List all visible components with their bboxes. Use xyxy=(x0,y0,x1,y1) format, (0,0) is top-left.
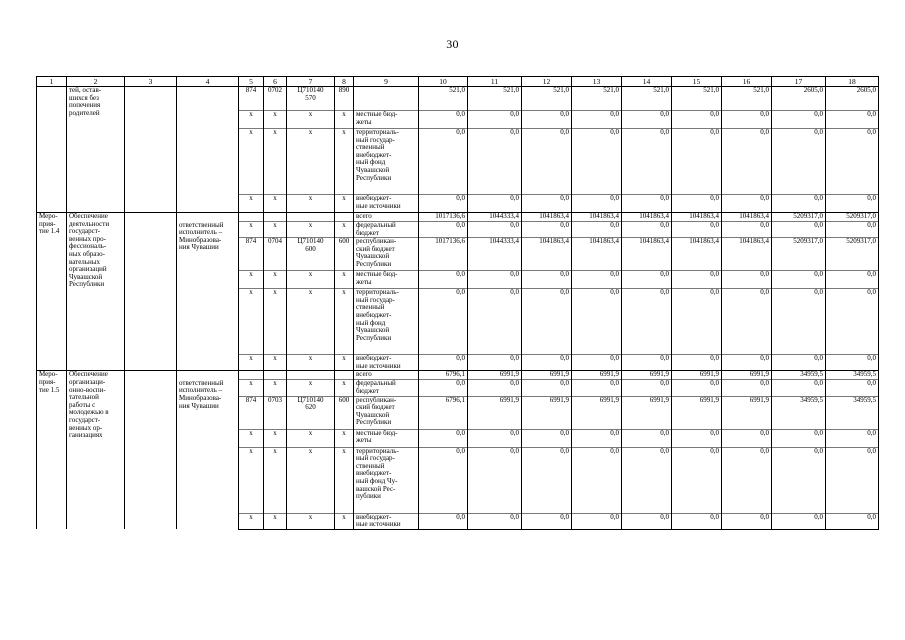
amount-cell-12: 521,0 xyxy=(522,87,572,111)
grbs-code-cell: x xyxy=(239,429,264,447)
amount-cell-12: 0,0 xyxy=(522,355,572,371)
amount-cell-18: 5209317,0 xyxy=(826,213,879,222)
amount-cell-16: 0,0 xyxy=(722,429,772,447)
amount-cell-15: 6991,9 xyxy=(672,396,722,429)
grbs-code-cell: x xyxy=(239,289,264,355)
amount-cell-17: 2605,0 xyxy=(772,87,826,111)
expense-type-cell: x xyxy=(335,271,354,289)
amount-cell-12: 0,0 xyxy=(522,513,572,529)
amount-cell-10: 0,0 xyxy=(419,271,468,289)
amount-cell-12: 0,0 xyxy=(522,111,572,129)
amount-cell-14: 0,0 xyxy=(622,271,672,289)
target-article-cell xyxy=(287,371,335,380)
amount-cell-11: 0,0 xyxy=(468,111,522,129)
funding-source-cell: федеральный бюджет xyxy=(354,380,419,396)
funding-source-cell: внебюджет- ные источники xyxy=(354,513,419,529)
activity-name-cell: Обеспечение организаци- онно-воспи- тательной работы с молодежью в государст- венных ор- ганизациях xyxy=(67,371,125,529)
target-article-cell: x xyxy=(287,380,335,396)
grbs-code-cell: x xyxy=(239,355,264,371)
amount-cell-13: 0,0 xyxy=(572,129,622,195)
amount-cell-10: 0,0 xyxy=(419,429,468,447)
amount-cell-11: 0,0 xyxy=(468,271,522,289)
amount-cell-13: 0,0 xyxy=(572,429,622,447)
amount-cell-18: 34959,5 xyxy=(826,396,879,429)
activity-number-cell xyxy=(37,87,67,213)
amount-cell-18: 0,0 xyxy=(826,429,879,447)
amount-cell-11: 0,0 xyxy=(468,447,522,513)
amount-cell-15: 0,0 xyxy=(672,111,722,129)
amount-cell-13: 0,0 xyxy=(572,380,622,396)
header-cell-17: 17 xyxy=(772,77,826,87)
funding-source-cell: республикан- ский бюджет Чувашской Республики xyxy=(354,238,419,271)
amount-cell-15: 1041863,4 xyxy=(672,213,722,222)
header-cell-9: 9 xyxy=(354,77,419,87)
expense-type-cell: 890 xyxy=(335,87,354,111)
table-row xyxy=(37,213,879,222)
amount-cell-16: 0,0 xyxy=(722,380,772,396)
amount-cell-18: 0,0 xyxy=(826,271,879,289)
amount-cell-10: 0,0 xyxy=(419,195,468,213)
target-article-cell: x xyxy=(287,447,335,513)
expense-type-cell: x xyxy=(335,513,354,529)
funding-source-cell: федеральный бюджет xyxy=(354,222,419,238)
header-cell-18: 18 xyxy=(826,77,879,87)
expense-type-cell: 600 xyxy=(335,396,354,429)
amount-cell-13: 1041863,4 xyxy=(572,213,622,222)
amount-cell-14: 6991,9 xyxy=(622,371,672,380)
header-cell-15: 15 xyxy=(672,77,722,87)
amount-cell-17: 34959,5 xyxy=(772,396,826,429)
grbs-code-cell: x xyxy=(239,129,264,195)
funding-source-cell xyxy=(354,87,419,111)
executor-cell xyxy=(177,87,239,213)
header-cell-4: 4 xyxy=(177,77,239,87)
grbs-code-cell: x xyxy=(239,222,264,238)
amount-cell-15: 0,0 xyxy=(672,289,722,355)
amount-cell-12: 0,0 xyxy=(522,195,572,213)
section-code-cell: x xyxy=(264,513,287,529)
grbs-code-cell: 874 xyxy=(239,396,264,429)
budget-table xyxy=(36,76,879,530)
amount-cell-18: 0,0 xyxy=(826,195,879,213)
amount-cell-13: 6991,9 xyxy=(572,396,622,429)
amount-cell-14: 0,0 xyxy=(622,429,672,447)
header-cell-7: 7 xyxy=(287,77,335,87)
amount-cell-18: 0,0 xyxy=(826,513,879,529)
section-code-cell: 0703 xyxy=(264,396,287,429)
funding-source-cell: всего xyxy=(354,213,419,222)
page-number: 30 xyxy=(446,37,459,51)
amount-cell-12: 0,0 xyxy=(522,222,572,238)
amount-cell-17: 0,0 xyxy=(772,289,826,355)
table-row xyxy=(37,87,879,111)
amount-cell-14: 0,0 xyxy=(622,355,672,371)
amount-cell-12: 1041863,4 xyxy=(522,238,572,271)
amount-cell-17: 34959,5 xyxy=(772,371,826,380)
funding-source-cell: территориаль- ный государ- ственный внебюджет- ный фонд Чу- вашской Рес- публики xyxy=(354,447,419,513)
amount-cell-10: 0,0 xyxy=(419,111,468,129)
target-article-cell: x xyxy=(287,129,335,195)
amount-cell-18: 0,0 xyxy=(826,380,879,396)
amount-cell-11: 521,0 xyxy=(468,87,522,111)
grbs-code-cell xyxy=(239,213,264,222)
expense-type-cell: x xyxy=(335,222,354,238)
amount-cell-13: 0,0 xyxy=(572,289,622,355)
amount-cell-18: 0,0 xyxy=(826,289,879,355)
funding-source-cell: местные бюд- жеты xyxy=(354,271,419,289)
amount-cell-16: 6991,9 xyxy=(722,396,772,429)
amount-cell-12: 0,0 xyxy=(522,129,572,195)
amount-cell-14: 0,0 xyxy=(622,447,672,513)
amount-cell-17: 0,0 xyxy=(772,513,826,529)
amount-cell-11: 0,0 xyxy=(468,195,522,213)
target-article-cell: x xyxy=(287,222,335,238)
header-cell-2: 2 xyxy=(67,77,125,87)
section-code-cell xyxy=(264,213,287,222)
amount-cell-14: 0,0 xyxy=(622,380,672,396)
amount-cell-10: 0,0 xyxy=(419,222,468,238)
executor-cell xyxy=(177,371,239,380)
amount-cell-11: 0,0 xyxy=(468,129,522,195)
amount-cell-13: 0,0 xyxy=(572,222,622,238)
column-3-cell xyxy=(125,213,177,371)
grbs-code-cell: x xyxy=(239,447,264,513)
section-code-cell: x xyxy=(264,195,287,213)
activity-number-cell: Меро- прия- тие 1.4 xyxy=(37,213,67,371)
amount-cell-14: 1041863,4 xyxy=(622,238,672,271)
amount-cell-17: 0,0 xyxy=(772,129,826,195)
executor-cell: ответственный исполнитель – Минобразова- ния Чувашии xyxy=(177,222,239,371)
amount-cell-16: 1041863,4 xyxy=(722,238,772,271)
amount-cell-11: 1044333,4 xyxy=(468,238,522,271)
amount-cell-12: 0,0 xyxy=(522,447,572,513)
amount-cell-15: 0,0 xyxy=(672,355,722,371)
table-header-row xyxy=(37,77,879,87)
amount-cell-11: 6991,9 xyxy=(468,371,522,380)
amount-cell-17: 0,0 xyxy=(772,271,826,289)
amount-cell-16: 0,0 xyxy=(722,513,772,529)
amount-cell-15: 0,0 xyxy=(672,271,722,289)
amount-cell-13: 1041863,4 xyxy=(572,238,622,271)
amount-cell-13: 521,0 xyxy=(572,87,622,111)
amount-cell-10: 521,0 xyxy=(419,87,468,111)
amount-cell-10: 0,0 xyxy=(419,513,468,529)
amount-cell-17: 0,0 xyxy=(772,355,826,371)
target-article-cell: x xyxy=(287,289,335,355)
amount-cell-13: 0,0 xyxy=(572,355,622,371)
amount-cell-17: 0,0 xyxy=(772,429,826,447)
section-code-cell: x xyxy=(264,289,287,355)
header-cell-11: 11 xyxy=(468,77,522,87)
grbs-code-cell: x xyxy=(239,380,264,396)
amount-cell-14: 6991,9 xyxy=(622,396,672,429)
section-code-cell: x xyxy=(264,447,287,513)
funding-source-cell: территориаль- ный государ- ственный внебюджет- ный фонд Чувашской Республики xyxy=(354,289,419,355)
header-cell-16: 16 xyxy=(722,77,772,87)
column-3-cell xyxy=(125,371,177,529)
section-code-cell: x xyxy=(264,380,287,396)
target-article-cell: x xyxy=(287,195,335,213)
activity-number-cell: Меро- прия- тие 1.5 xyxy=(37,371,67,529)
amount-cell-17: 5209317,0 xyxy=(772,213,826,222)
amount-cell-13: 0,0 xyxy=(572,513,622,529)
activity-name-cell: Обеспечение деятельности государст- венных про- фессиональ- ных образо- вательных организаций Чувашской Республики xyxy=(67,213,125,371)
amount-cell-15: 0,0 xyxy=(672,429,722,447)
target-article-cell: x xyxy=(287,513,335,529)
amount-cell-10: 6796,1 xyxy=(419,396,468,429)
amount-cell-18: 34959,5 xyxy=(826,371,879,380)
amount-cell-10: 0,0 xyxy=(419,355,468,371)
amount-cell-11: 0,0 xyxy=(468,513,522,529)
section-code-cell xyxy=(264,371,287,380)
target-article-cell xyxy=(287,213,335,222)
header-cell-3: 3 xyxy=(125,77,177,87)
amount-cell-16: 0,0 xyxy=(722,447,772,513)
expense-type-cell: x xyxy=(335,447,354,513)
amount-cell-17: 0,0 xyxy=(772,222,826,238)
grbs-code-cell xyxy=(239,371,264,380)
expense-type-cell: x xyxy=(335,111,354,129)
header-cell-6: 6 xyxy=(264,77,287,87)
amount-cell-14: 0,0 xyxy=(622,222,672,238)
amount-cell-10: 0,0 xyxy=(419,289,468,355)
expense-type-cell: x xyxy=(335,380,354,396)
funding-source-cell: местные бюд- жеты xyxy=(354,429,419,447)
amount-cell-11: 0,0 xyxy=(468,380,522,396)
amount-cell-13: 0,0 xyxy=(572,111,622,129)
amount-cell-14: 0,0 xyxy=(622,289,672,355)
amount-cell-13: 6991,9 xyxy=(572,371,622,380)
funding-source-cell: всего xyxy=(354,371,419,380)
section-code-cell: x xyxy=(264,355,287,371)
expense-type-cell xyxy=(335,213,354,222)
amount-cell-10: 1017136,6 xyxy=(419,213,468,222)
target-article-cell: Ц710140 600 xyxy=(287,238,335,271)
amount-cell-15: 521,0 xyxy=(672,87,722,111)
header-cell-1: 1 xyxy=(37,77,67,87)
amount-cell-16: 0,0 xyxy=(722,355,772,371)
target-article-cell: x xyxy=(287,271,335,289)
header-cell-12: 12 xyxy=(522,77,572,87)
header-cell-5: 5 xyxy=(239,77,264,87)
amount-cell-10: 0,0 xyxy=(419,129,468,195)
amount-cell-17: 0,0 xyxy=(772,195,826,213)
grbs-code-cell: x xyxy=(239,513,264,529)
amount-cell-13: 0,0 xyxy=(572,271,622,289)
amount-cell-16: 1041863,4 xyxy=(722,213,772,222)
amount-cell-16: 0,0 xyxy=(722,195,772,213)
executor-cell: ответственный исполнитель – Минобразова- ния Чувашии xyxy=(177,380,239,529)
section-code-cell: 0702 xyxy=(264,87,287,111)
expense-type-cell: x xyxy=(335,355,354,371)
column-3-cell xyxy=(125,87,177,213)
grbs-code-cell: x xyxy=(239,195,264,213)
amount-cell-17: 0,0 xyxy=(772,111,826,129)
amount-cell-12: 1041863,4 xyxy=(522,213,572,222)
amount-cell-11: 0,0 xyxy=(468,355,522,371)
funding-source-cell: местные бюд- жеты xyxy=(354,111,419,129)
funding-source-cell: внебюджет- ные источники xyxy=(354,195,419,213)
amount-cell-15: 0,0 xyxy=(672,513,722,529)
amount-cell-18: 0,0 xyxy=(826,355,879,371)
header-cell-10: 10 xyxy=(419,77,468,87)
section-code-cell: x xyxy=(264,222,287,238)
amount-cell-15: 0,0 xyxy=(672,447,722,513)
amount-cell-13: 0,0 xyxy=(572,447,622,513)
section-code-cell: x xyxy=(264,111,287,129)
amount-cell-15: 0,0 xyxy=(672,129,722,195)
section-code-cell: x xyxy=(264,429,287,447)
amount-cell-17: 0,0 xyxy=(772,380,826,396)
amount-cell-12: 0,0 xyxy=(522,429,572,447)
amount-cell-13: 0,0 xyxy=(572,195,622,213)
amount-cell-16: 0,0 xyxy=(722,222,772,238)
expense-type-cell: x xyxy=(335,289,354,355)
amount-cell-18: 0,0 xyxy=(826,111,879,129)
amount-cell-12: 0,0 xyxy=(522,380,572,396)
amount-cell-12: 6991,9 xyxy=(522,371,572,380)
amount-cell-14: 1041863,4 xyxy=(622,213,672,222)
funding-source-cell: территориаль- ный государ- ственный внебюджет- ный фонд Чувашской Республики xyxy=(354,129,419,195)
amount-cell-10: 0,0 xyxy=(419,447,468,513)
amount-cell-12: 0,0 xyxy=(522,271,572,289)
target-article-cell: x xyxy=(287,429,335,447)
executor-cell xyxy=(177,213,239,222)
activity-name-cell: тей, остав- шихся без попечения родителей xyxy=(67,87,125,213)
grbs-code-cell: 874 xyxy=(239,87,264,111)
expense-type-cell: 600 xyxy=(335,238,354,271)
amount-cell-12: 6991,9 xyxy=(522,396,572,429)
amount-cell-15: 0,0 xyxy=(672,380,722,396)
expense-type-cell xyxy=(335,371,354,380)
table-row xyxy=(37,371,879,380)
amount-cell-10: 0,0 xyxy=(419,380,468,396)
amount-cell-11: 1044333,4 xyxy=(468,213,522,222)
amount-cell-10: 1017136,6 xyxy=(419,238,468,271)
grbs-code-cell: x xyxy=(239,111,264,129)
amount-cell-18: 5209317,0 xyxy=(826,238,879,271)
header-cell-13: 13 xyxy=(572,77,622,87)
amount-cell-11: 0,0 xyxy=(468,289,522,355)
amount-cell-12: 0,0 xyxy=(522,289,572,355)
header-cell-14: 14 xyxy=(622,77,672,87)
amount-cell-18: 2605,0 xyxy=(826,87,879,111)
amount-cell-11: 0,0 xyxy=(468,222,522,238)
amount-cell-16: 0,0 xyxy=(722,129,772,195)
amount-cell-16: 521,0 xyxy=(722,87,772,111)
amount-cell-14: 0,0 xyxy=(622,195,672,213)
target-article-cell: Ц710140 570 xyxy=(287,87,335,111)
amount-cell-15: 6991,9 xyxy=(672,371,722,380)
section-code-cell: x xyxy=(264,129,287,195)
amount-cell-17: 0,0 xyxy=(772,447,826,513)
funding-source-cell: внебюджет- ные источники xyxy=(354,355,419,371)
amount-cell-17: 5209317,0 xyxy=(772,238,826,271)
amount-cell-15: 1041863,4 xyxy=(672,238,722,271)
amount-cell-11: 0,0 xyxy=(468,429,522,447)
amount-cell-16: 0,0 xyxy=(722,271,772,289)
expense-type-cell: x xyxy=(335,429,354,447)
section-code-cell: x xyxy=(264,271,287,289)
amount-cell-18: 0,0 xyxy=(826,447,879,513)
amount-cell-14: 521,0 xyxy=(622,87,672,111)
expense-type-cell: x xyxy=(335,195,354,213)
target-article-cell: Ц710140 620 xyxy=(287,396,335,429)
amount-cell-14: 0,0 xyxy=(622,129,672,195)
target-article-cell: x xyxy=(287,111,335,129)
section-code-cell: 0704 xyxy=(264,238,287,271)
expense-type-cell: x xyxy=(335,129,354,195)
amount-cell-18: 0,0 xyxy=(826,129,879,195)
grbs-code-cell: x xyxy=(239,271,264,289)
amount-cell-16: 0,0 xyxy=(722,111,772,129)
target-article-cell: x xyxy=(287,355,335,371)
amount-cell-15: 0,0 xyxy=(672,195,722,213)
amount-cell-11: 6991,9 xyxy=(468,396,522,429)
grbs-code-cell: 874 xyxy=(239,238,264,271)
amount-cell-14: 0,0 xyxy=(622,513,672,529)
amount-cell-15: 0,0 xyxy=(672,222,722,238)
funding-source-cell: республикан- ский бюджет Чувашской Республики xyxy=(354,396,419,429)
amount-cell-10: 6796,1 xyxy=(419,371,468,380)
amount-cell-16: 6991,9 xyxy=(722,371,772,380)
header-cell-8: 8 xyxy=(335,77,354,87)
amount-cell-16: 0,0 xyxy=(722,289,772,355)
amount-cell-18: 0,0 xyxy=(826,222,879,238)
amount-cell-14: 0,0 xyxy=(622,111,672,129)
